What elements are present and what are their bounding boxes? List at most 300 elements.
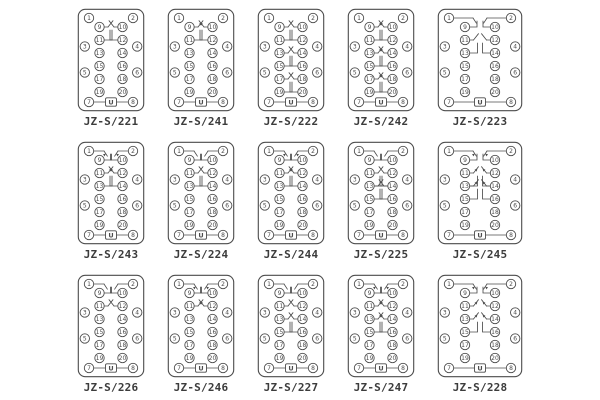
terminal-number: 6 [405, 69, 410, 77]
terminal-number: 17 [365, 76, 374, 84]
terminal-number: 8 [311, 232, 315, 240]
terminal-number: 4 [225, 43, 230, 51]
terminal-number: 18 [388, 209, 397, 217]
terminal-number: 16 [298, 63, 307, 71]
model-label: JZ-S/246 [173, 381, 229, 394]
terminal-number: 9 [367, 290, 372, 298]
pinout-diagram [167, 141, 235, 245]
coil-label: U [288, 98, 294, 107]
terminal-number: 2 [221, 15, 225, 23]
terminal-number: 5 [172, 335, 177, 343]
terminal-number: 1 [87, 281, 91, 289]
terminal-number: 12 [208, 170, 217, 178]
socket-outline [168, 142, 233, 243]
terminal-number: 1 [87, 15, 91, 23]
terminal-number: 19 [185, 222, 194, 230]
terminal-number: 19 [275, 89, 284, 97]
diagram-row-2 [0, 141, 600, 262]
terminal-number: 10 [118, 24, 127, 32]
terminal-number: 18 [388, 76, 397, 84]
model-label: JZ-S/247 [353, 381, 409, 394]
terminal-number: 11 [185, 303, 194, 311]
pinout-diagram [257, 274, 325, 378]
terminal-number: 20 [298, 355, 307, 363]
terminal-number: 17 [95, 76, 104, 84]
terminal-number: 13 [275, 50, 284, 58]
terminal-number: 5 [352, 202, 357, 210]
pinout-diagram [437, 141, 523, 245]
terminal-number: 12 [298, 37, 307, 45]
socket-outline [348, 142, 413, 243]
terminal-number: 15 [185, 63, 194, 71]
terminal-number: 12 [491, 303, 499, 311]
terminal-number: 2 [311, 148, 315, 156]
terminal-number: 10 [388, 24, 397, 32]
terminal-number: 13 [185, 183, 194, 191]
terminal-number: 20 [388, 355, 397, 363]
terminal-number: 18 [298, 76, 307, 84]
terminal-number: 19 [95, 89, 104, 97]
terminal-number: 20 [491, 222, 499, 230]
terminal-number: 10 [118, 157, 127, 165]
terminal-number: 1 [447, 148, 451, 156]
terminal-number: 4 [135, 43, 140, 51]
terminal-number: 14 [118, 50, 127, 58]
relay-card-jz-s-243 [77, 141, 145, 262]
terminal-number: 11 [365, 170, 374, 178]
terminal-number: 17 [365, 342, 374, 350]
terminal-number: 3 [442, 43, 447, 51]
relay-card-jz-s-228 [437, 274, 523, 395]
terminal-number: 12 [208, 303, 217, 311]
terminal-number: 18 [208, 342, 217, 350]
terminal-number: 12 [118, 170, 127, 178]
terminal-number: 3 [262, 176, 267, 184]
terminal-number: 16 [118, 196, 127, 204]
socket-outline [438, 142, 521, 243]
terminal-number: 19 [365, 222, 374, 230]
terminal-number: 16 [388, 196, 397, 204]
terminal-number: 12 [388, 37, 397, 45]
socket-outline [438, 275, 521, 376]
pinout-diagram [437, 274, 523, 378]
terminal-number: 12 [491, 37, 499, 45]
terminal-number: 1 [267, 15, 271, 23]
terminal-number: 19 [365, 355, 374, 363]
terminal-number: 3 [172, 309, 177, 317]
relay-card-jz-s-225 [347, 141, 415, 262]
terminal-number: 5 [442, 69, 447, 77]
terminal-number: 7 [87, 232, 91, 240]
terminal-number: 3 [82, 309, 87, 317]
terminal-number: 2 [401, 15, 405, 23]
terminal-number: 2 [401, 148, 405, 156]
terminal-number: 11 [95, 170, 104, 178]
terminal-number: 10 [208, 24, 217, 32]
model-label: JZ-S/228 [452, 381, 508, 394]
terminal-number: 5 [172, 69, 177, 77]
terminal-number: 10 [491, 24, 499, 32]
terminal-number: 13 [95, 183, 104, 191]
terminal-number: 3 [442, 309, 447, 317]
terminal-number: 5 [82, 335, 87, 343]
coil-label: U [477, 364, 483, 373]
terminal-number: 17 [275, 209, 284, 217]
terminal-number: 2 [221, 281, 225, 289]
terminal-number: 15 [275, 329, 284, 337]
terminal-number: 20 [118, 222, 127, 230]
model-label: JZ-S/245 [452, 248, 508, 261]
terminal-number: 2 [221, 148, 225, 156]
terminal-number: 1 [267, 281, 271, 289]
terminal-number: 12 [118, 303, 127, 311]
terminal-number: 6 [225, 69, 230, 77]
terminal-number: 4 [513, 309, 518, 317]
terminal-number: 2 [131, 15, 135, 23]
terminal-number: 9 [187, 290, 192, 298]
terminal-number: 5 [82, 69, 87, 77]
terminal-number: 17 [275, 76, 284, 84]
pinout-diagram [77, 141, 145, 245]
terminal-number: 10 [208, 157, 217, 165]
terminal-number: 3 [82, 43, 87, 51]
terminal-number: 15 [185, 196, 194, 204]
terminal-number: 8 [509, 99, 513, 107]
terminal-number: 8 [221, 99, 225, 107]
terminal-number: 4 [135, 176, 140, 184]
terminal-number: 16 [388, 329, 397, 337]
terminal-number: 11 [365, 37, 374, 45]
terminal-number: 16 [491, 329, 499, 337]
terminal-number: 14 [298, 50, 307, 58]
terminal-number: 20 [388, 89, 397, 97]
terminal-number: 16 [208, 329, 217, 337]
terminal-number: 5 [262, 335, 267, 343]
terminal-number: 10 [298, 157, 307, 165]
terminal-number: 14 [118, 316, 127, 324]
terminal-number: 1 [87, 148, 91, 156]
terminal-number: 16 [491, 196, 499, 204]
terminal-number: 14 [298, 183, 307, 191]
terminal-number: 6 [225, 202, 230, 210]
terminal-number: 4 [405, 176, 410, 184]
terminal-number: 3 [262, 43, 267, 51]
terminal-number: 18 [491, 76, 499, 84]
model-label: JZ-S/224 [173, 248, 229, 261]
terminal-number: 15 [95, 329, 104, 337]
terminal-number: 11 [95, 37, 104, 45]
relay-card-jz-s-246 [167, 274, 235, 395]
relay-card-jz-s-226 [77, 274, 145, 395]
terminal-number: 4 [405, 43, 410, 51]
terminal-number: 11 [185, 170, 194, 178]
model-label: JZ-S/223 [452, 115, 508, 128]
terminal-number: 20 [208, 89, 217, 97]
terminal-number: 16 [298, 196, 307, 204]
relay-card-jz-s-241 [167, 8, 235, 129]
terminal-number: 18 [208, 209, 217, 217]
terminal-number: 7 [267, 365, 271, 373]
terminal-number: 3 [352, 176, 357, 184]
terminal-number: 1 [357, 281, 361, 289]
relay-card-jz-s-223 [437, 8, 523, 129]
terminal-number: 10 [491, 290, 499, 298]
terminal-number: 2 [131, 148, 135, 156]
terminal-number: 20 [491, 355, 499, 363]
terminal-number: 2 [311, 15, 315, 23]
terminal-number: 14 [491, 50, 499, 58]
pinout-diagram [257, 8, 325, 112]
terminal-number: 14 [208, 50, 217, 58]
terminal-number: 9 [463, 24, 467, 32]
terminal-number: 2 [509, 148, 513, 156]
terminal-number: 15 [461, 329, 469, 337]
terminal-number: 19 [365, 89, 374, 97]
terminal-number: 14 [118, 183, 127, 191]
terminal-number: 9 [367, 24, 372, 32]
terminal-number: 15 [365, 196, 374, 204]
coil-label: U [477, 231, 483, 240]
terminal-number: 10 [298, 290, 307, 298]
terminal-number: 14 [208, 183, 217, 191]
terminal-number: 16 [491, 63, 499, 71]
terminal-number: 8 [131, 99, 135, 107]
terminal-number: 5 [82, 202, 87, 210]
terminal-number: 12 [388, 170, 397, 178]
terminal-number: 13 [461, 316, 469, 324]
terminal-number: 13 [185, 50, 194, 58]
socket-outline [78, 9, 143, 110]
terminal-number: 7 [447, 232, 451, 240]
terminal-number: 9 [277, 24, 282, 32]
terminal-number: 17 [461, 76, 469, 84]
terminal-number: 4 [513, 176, 518, 184]
pinout-diagram [77, 8, 145, 112]
terminal-number: 20 [208, 222, 217, 230]
terminal-number: 18 [208, 76, 217, 84]
pinout-diagram [437, 8, 523, 112]
terminal-number: 6 [513, 69, 518, 77]
terminal-number: 19 [185, 355, 194, 363]
model-label: JZ-S/243 [83, 248, 139, 261]
terminal-number: 8 [401, 365, 405, 373]
terminal-number: 14 [491, 183, 499, 191]
terminal-number: 15 [365, 329, 374, 337]
coil-label: U [198, 364, 204, 373]
terminal-number: 9 [187, 157, 192, 165]
terminal-number: 20 [388, 222, 397, 230]
terminal-number: 17 [461, 209, 469, 217]
terminal-number: 8 [401, 232, 405, 240]
terminal-number: 6 [135, 335, 140, 343]
socket-outline [258, 9, 323, 110]
terminal-number: 9 [463, 290, 467, 298]
terminal-number: 4 [315, 176, 320, 184]
terminal-number: 13 [365, 316, 374, 324]
terminal-number: 18 [118, 209, 127, 217]
terminal-number: 7 [267, 232, 271, 240]
terminal-number: 15 [275, 63, 284, 71]
terminal-number: 16 [388, 63, 397, 71]
terminal-number: 6 [513, 202, 518, 210]
terminal-number: 10 [298, 24, 307, 32]
terminal-number: 18 [118, 342, 127, 350]
terminal-number: 2 [401, 281, 405, 289]
terminal-number: 5 [262, 69, 267, 77]
terminal-number: 19 [461, 222, 469, 230]
terminal-number: 4 [315, 43, 320, 51]
terminal-number: 9 [97, 157, 102, 165]
terminal-number: 7 [87, 365, 91, 373]
terminal-number: 5 [352, 335, 357, 343]
terminal-number: 6 [135, 69, 140, 77]
terminal-number: 13 [275, 183, 284, 191]
terminal-number: 8 [221, 232, 225, 240]
socket-outline [78, 142, 143, 243]
terminal-number: 7 [267, 99, 271, 107]
terminal-number: 12 [388, 303, 397, 311]
model-label: JZ-S/227 [263, 381, 319, 394]
terminal-number: 8 [509, 232, 513, 240]
terminal-number: 14 [388, 316, 397, 324]
terminal-number: 1 [357, 148, 361, 156]
terminal-number: 11 [185, 37, 194, 45]
terminal-number: 9 [463, 157, 467, 165]
terminal-number: 3 [262, 309, 267, 317]
terminal-number: 11 [275, 37, 284, 45]
terminal-number: 14 [388, 50, 397, 58]
terminal-number: 11 [95, 303, 104, 311]
terminal-number: 18 [298, 342, 307, 350]
terminal-number: 8 [131, 232, 135, 240]
terminal-number: 8 [221, 365, 225, 373]
diagram-row-3 [0, 274, 600, 395]
terminal-number: 7 [447, 99, 451, 107]
coil-label: U [108, 231, 114, 240]
terminal-number: 6 [315, 69, 320, 77]
terminal-number: 3 [172, 176, 177, 184]
terminal-number: 4 [225, 309, 230, 317]
terminal-number: 11 [275, 170, 284, 178]
terminal-number: 6 [405, 202, 410, 210]
diagram-row-1 [0, 8, 600, 129]
terminal-number: 17 [461, 342, 469, 350]
terminal-number: 11 [461, 37, 469, 45]
terminal-number: 19 [461, 355, 469, 363]
terminal-number: 14 [388, 183, 397, 191]
terminal-number: 16 [118, 63, 127, 71]
model-label: JZ-S/244 [263, 248, 319, 261]
terminal-number: 6 [225, 335, 230, 343]
terminal-number: 3 [352, 309, 357, 317]
terminal-number: 4 [225, 176, 230, 184]
coil-label: U [288, 364, 294, 373]
terminal-number: 9 [97, 24, 102, 32]
terminal-number: 11 [461, 170, 469, 178]
terminal-number: 18 [491, 342, 499, 350]
terminal-number: 17 [275, 342, 284, 350]
terminal-number: 10 [388, 157, 397, 165]
terminal-number: 1 [177, 148, 181, 156]
terminal-number: 2 [131, 281, 135, 289]
terminal-number: 7 [177, 365, 181, 373]
terminal-number: 4 [315, 309, 320, 317]
terminal-number: 17 [95, 209, 104, 217]
terminal-number: 4 [405, 309, 410, 317]
coil-label: U [108, 98, 114, 107]
terminal-number: 20 [208, 355, 217, 363]
terminal-number: 17 [185, 209, 194, 217]
relay-card-jz-s-224 [167, 141, 235, 262]
terminal-number: 2 [509, 281, 513, 289]
terminal-number: 16 [118, 329, 127, 337]
terminal-number: 16 [208, 196, 217, 204]
terminal-number: 19 [185, 89, 194, 97]
terminal-number: 14 [298, 316, 307, 324]
terminal-number: 9 [277, 157, 282, 165]
terminal-number: 13 [95, 316, 104, 324]
relay-card-jz-s-245 [437, 141, 523, 262]
terminal-number: 3 [442, 176, 447, 184]
socket-outline [168, 275, 233, 376]
terminal-number: 9 [367, 157, 372, 165]
terminal-number: 7 [87, 99, 91, 107]
terminal-number: 12 [298, 303, 307, 311]
terminal-number: 7 [177, 99, 181, 107]
terminal-number: 1 [177, 281, 181, 289]
terminal-number: 15 [275, 196, 284, 204]
terminal-number: 20 [491, 89, 499, 97]
terminal-number: 11 [275, 303, 284, 311]
terminal-number: 13 [275, 316, 284, 324]
terminal-number: 15 [461, 196, 469, 204]
terminal-number: 16 [298, 329, 307, 337]
terminal-number: 5 [172, 202, 177, 210]
terminal-number: 13 [365, 183, 374, 191]
model-label: JZ-S/222 [263, 115, 319, 128]
terminal-number: 14 [491, 316, 499, 324]
pinout-diagram [347, 274, 415, 378]
socket-outline [258, 142, 323, 243]
terminal-number: 8 [311, 365, 315, 373]
relay-card-jz-s-222 [257, 8, 325, 129]
model-label: JZ-S/241 [173, 115, 229, 128]
terminal-number: 5 [262, 202, 267, 210]
pinout-diagram [347, 141, 415, 245]
terminal-number: 6 [135, 202, 140, 210]
terminal-number: 17 [365, 209, 374, 217]
relay-card-jz-s-227 [257, 274, 325, 395]
terminal-number: 1 [357, 15, 361, 23]
terminal-number: 20 [298, 89, 307, 97]
terminal-number: 13 [365, 50, 374, 58]
coil-label: U [378, 231, 384, 240]
terminal-number: 7 [357, 99, 361, 107]
terminal-number: 10 [388, 290, 397, 298]
terminal-number: 3 [82, 176, 87, 184]
terminal-number: 7 [357, 232, 361, 240]
coil-label: U [108, 364, 114, 373]
coil-label: U [198, 98, 204, 107]
terminal-number: 8 [311, 99, 315, 107]
terminal-number: 19 [95, 222, 104, 230]
relay-card-jz-s-242 [347, 8, 415, 129]
terminal-number: 6 [315, 335, 320, 343]
terminal-number: 11 [365, 303, 374, 311]
pinout-diagram [167, 8, 235, 112]
terminal-number: 6 [405, 335, 410, 343]
terminal-number: 1 [447, 15, 451, 23]
